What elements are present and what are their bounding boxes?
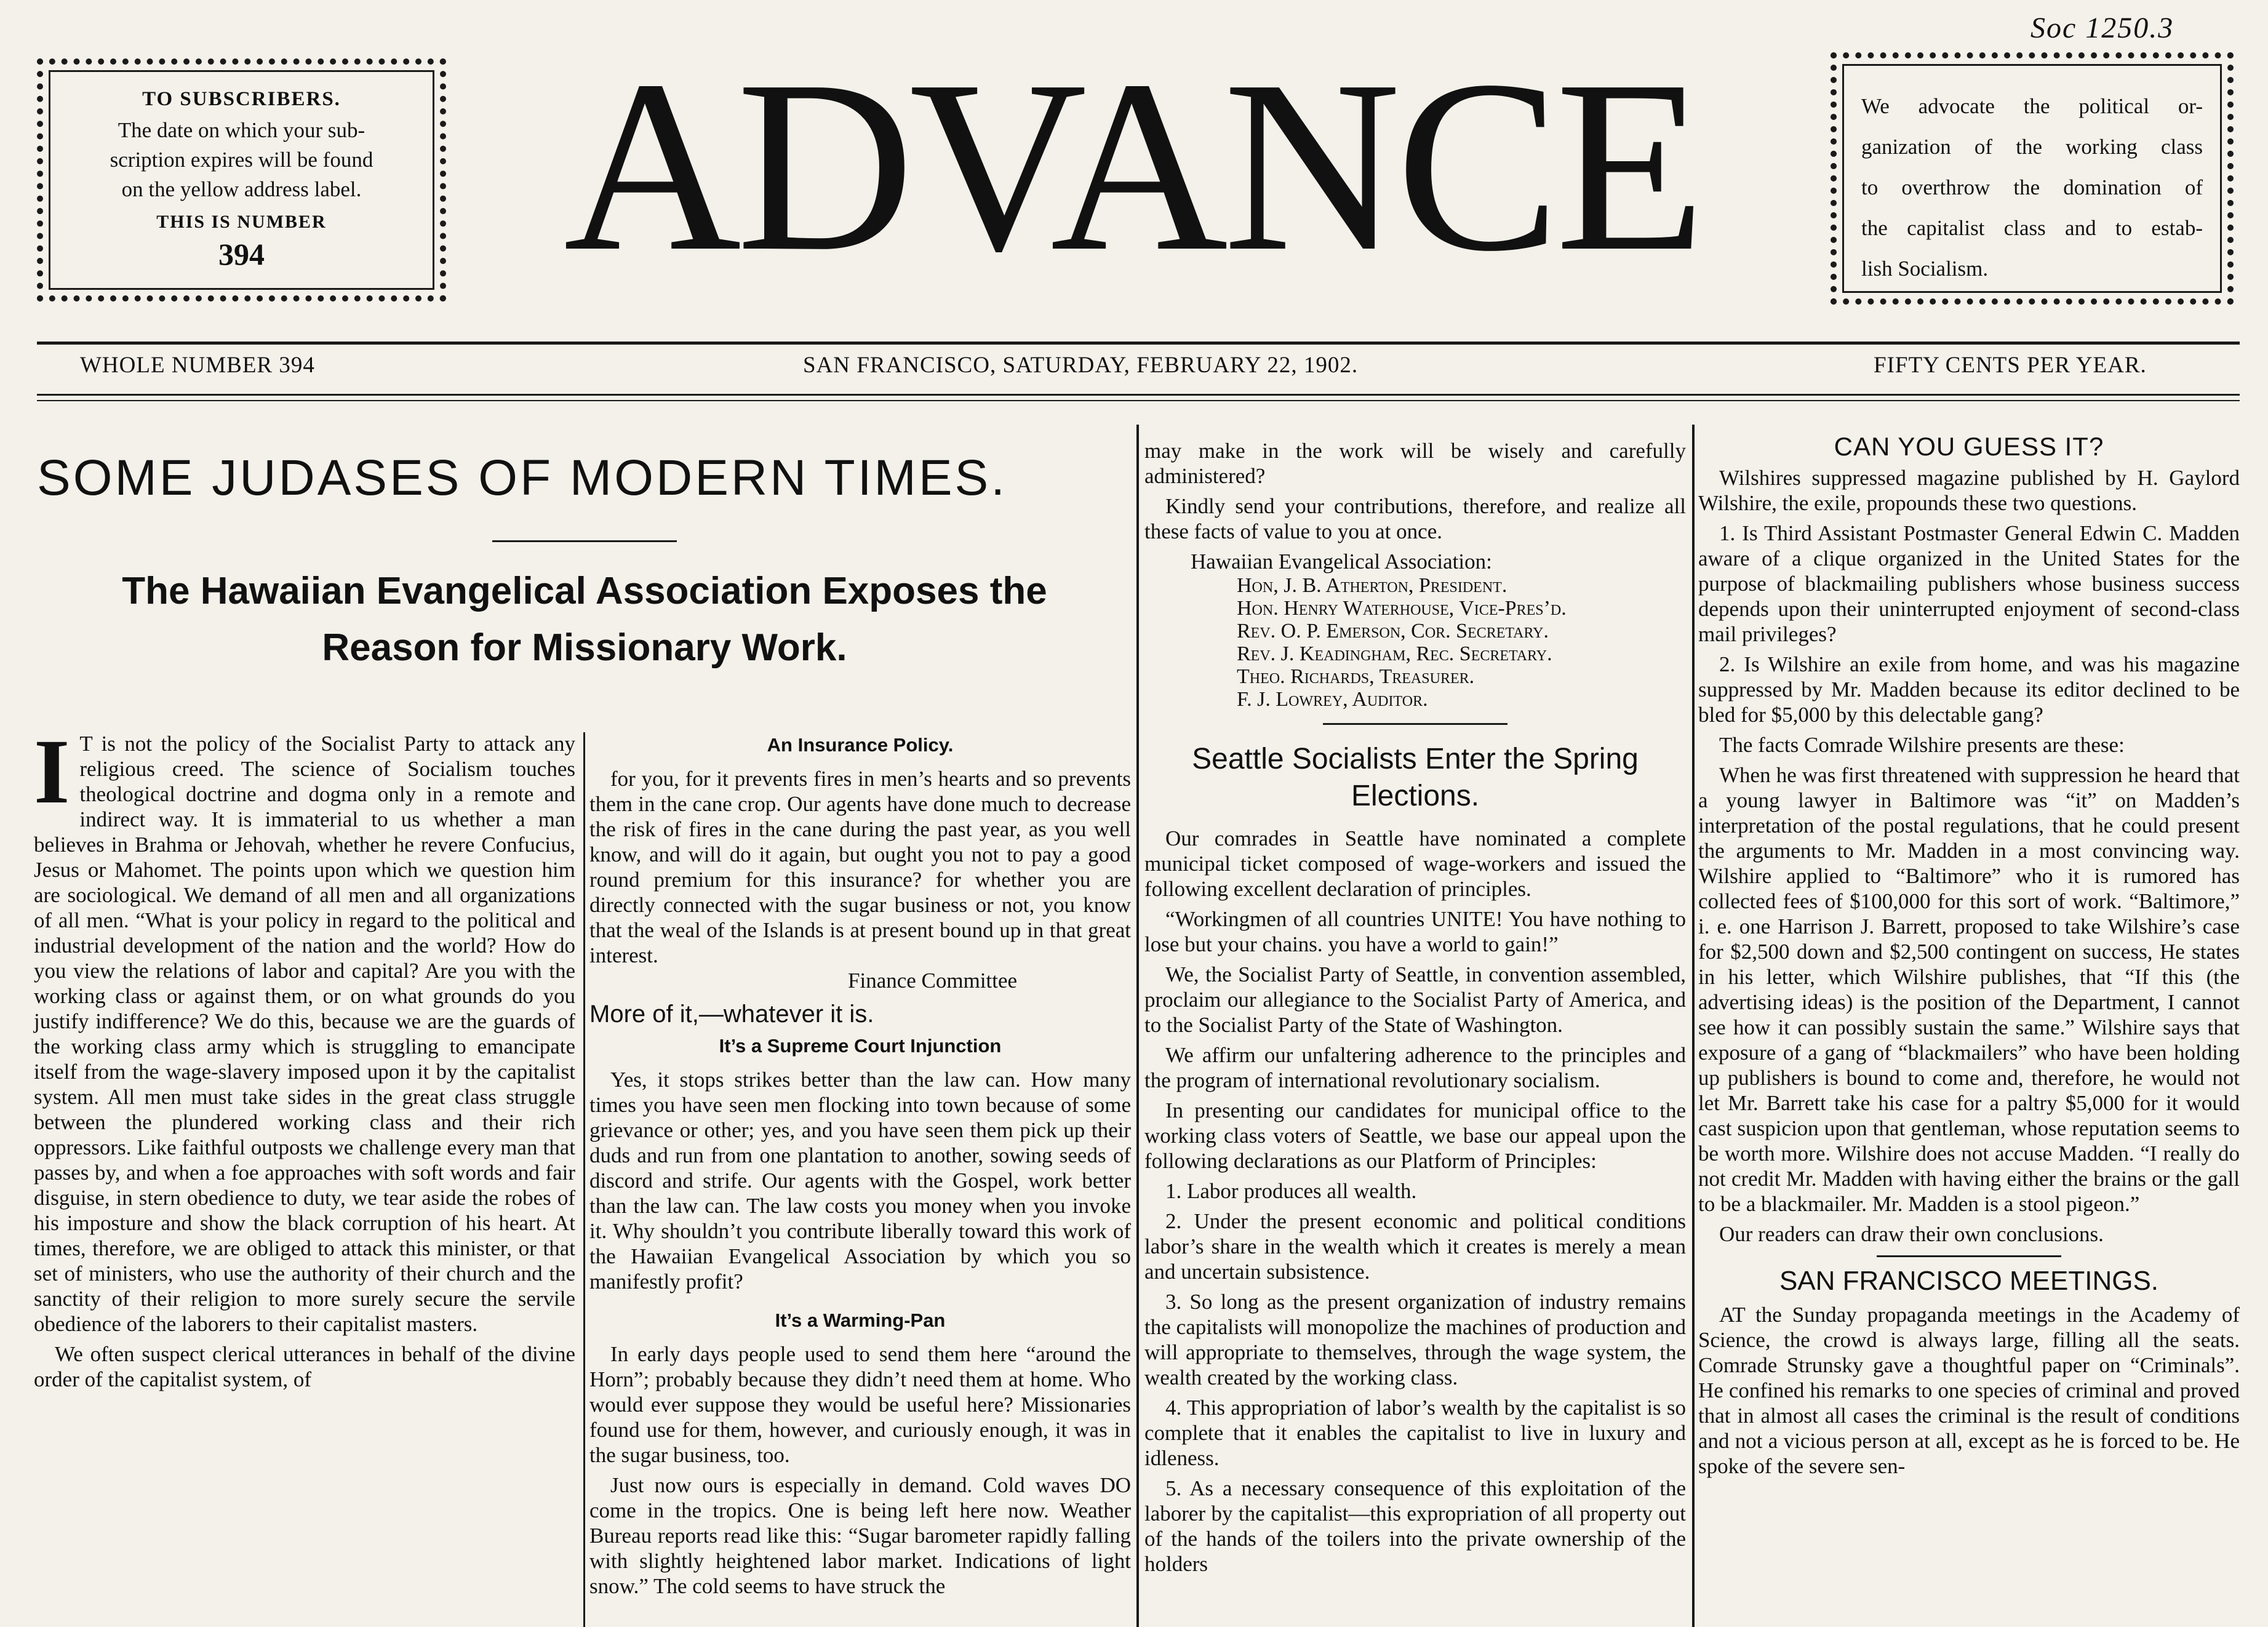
sf-meetings-headline: SAN FRANCISCO MEETINGS. [1779, 1266, 2159, 1296]
injunction-paragraph: Yes, it stops strikes better than the law can. How many times you have seen men flocking into town because of some grievance or other; yes, and you have seen them pick up their duds and run from one plantation to another, sowing seeds of discord and strife. Our agents with the Gospel, work better than the law can. The law costs you money when you invoke it. Why shouldn’t you contribute liberally toward this work of the Hawaiian Evangelical Association by which you so manifestly profit? [589, 1068, 1131, 1293]
platform-item-5: 5. As a necessary consequence of this exploitation of the laborer by the capitalist—this expropriation of all property out of the hands of the toilers into the private ownership of the holders [1144, 1476, 1686, 1576]
advocacy-line-1: We advocate the political or- [1861, 94, 2203, 118]
officer-auditor: F. J. Lowrey, Auditor. [1237, 688, 1428, 711]
platform-item-2: 2. Under the present economic and political conditions labor’s share in the wealth which it creates is merely a mean and uncertain subsistence. [1144, 1209, 1686, 1284]
article-column-1 [34, 721, 575, 1397]
seattle-paragraph-3: We, the Socialist Party of Seattle, in convention assembled, proclaim our allegiance to the Socialist Party of America, and to the Socialist Party of the State of Washington. [1144, 962, 1686, 1037]
injunction-heading: It’s a Supreme Court Injunction [719, 1035, 1002, 1057]
column-rule-1 [583, 732, 585, 1627]
seattle-paragraph-4: We affirm our unfaltering adherence to the principles and the program of international revolutionary socialism. [1144, 1043, 1686, 1092]
officer-rec-secretary: Rev. J. Keadingham, Rec. Secretary. [1237, 642, 1552, 665]
seattle-paragraph-1: Our comrades in Seattle have nominated a complete municipal ticket composed of wage-workers and issued the following excellent declaration of principles. [1144, 826, 1686, 901]
article-column-3 [1144, 438, 1686, 1581]
dateline-rule-bottom-2 [37, 400, 2240, 401]
dateline-place-date: SAN FRANCISCO, SATURDAY, FEBRUARY 22, 1902. [803, 353, 1359, 378]
column-rule-2 [1136, 425, 1139, 1627]
masthead-title: ADVANCE [564, 30, 1701, 302]
platform-item-3: 3. So long as the present organization of industry remains the capitalists will monopolize the machines of production and will appropriate to themselves, through the wage system, the wealth created by the working class. [1144, 1290, 1686, 1389]
officer-treasurer: Theo. Richards, Treasurer. [1237, 665, 1475, 688]
sf-meetings-paragraph-1: AT the Sunday propaganda meetings in the Academy of Science, the crowd is always large, filling all the seats. Comrade Strunsky gave a thoughtful paper on “Criminals”. He confined his remarks to one species of criminal and proved that in almost all cases the criminal is the result of conditions and not a vicious person at all, except as he is forced to be. He spoke of the severe sen- [1698, 1303, 2240, 1478]
insurance-policy-paragraph: for you, for it prevents fires in men’s hearts and so prevents them in the cane crop. Our agents have done much to decrease the risk of fires in the cane during the past year, as you well know, and will do it again, but ought you not to pay a good round premium for this insurance? for whether you are directly connected with the sugar business or not, you know that the weal of the Islands is at present bound up in that great interest. [589, 767, 1131, 967]
article-paragraph-2: We often suspect clerical utterances in behalf of the divine order of the capitalist system, of [34, 1342, 575, 1391]
advocacy-box [1831, 52, 2234, 305]
seattle-headline: Seattle Socialists Enter the Spring Elections. [1192, 743, 1639, 812]
guess-it-paragraph-2: The facts Comrade Wilshire presents are these: [1719, 733, 2125, 757]
subscribers-box [37, 58, 446, 302]
officer-vice-president: Hon. Henry Waterhouse, Vice-Pres’d. [1237, 597, 1567, 620]
guess-it-question-1: 1. Is Third Assistant Postmaster General Edwin C. Madden aware of a clique organized in the United States for the purpose of blackmailing publishers whose business success depends upon their uninterrupted enjoyment of second-class mail privileges? [1698, 521, 2240, 646]
article-headline: SOME JUDASES OF MODERN TIMES. [37, 450, 1007, 506]
headline-divider [492, 540, 677, 542]
dateline-whole-number: WHOLE NUMBER 394 [80, 353, 315, 378]
column-rule-3 [1692, 425, 1695, 1627]
dateline-rule-bottom [37, 394, 2240, 396]
officers-divider [1323, 723, 1507, 725]
guess-it-paragraph-4: Our readers can draw their own conclusions. [1719, 1222, 2104, 1246]
advocacy-line-4: the capitalist class and to estab- [1861, 216, 2203, 240]
advocacy-line-3: to overthrow the domination of [1861, 175, 2203, 199]
guess-it-paragraph-1: Wilshires suppressed magazine published by H. Gaylord Wilshire, the exile, propounds these two questions. [1698, 466, 2240, 515]
subheadline-line-2: Reason for Missionary Work. [322, 626, 847, 669]
article-column-2 [589, 726, 1131, 1604]
officer-cor-secretary: Rev. O. P. Emerson, Cor. Secretary. [1237, 620, 1549, 642]
seattle-paragraph-5: In presenting our candidates for municipal office to the working class voters of Seattle, we base our appeal upon the following declarations as our Platform of Principles: [1144, 1098, 1686, 1173]
subheadline-line-1: The Hawaiian Evangelical Association Exposes the [122, 570, 1047, 612]
drop-cap: I [34, 721, 70, 823]
warming-pan-paragraph-2: Just now ours is especially in demand. Cold waves DO come in the tropics. One is being left here now. Weather Bureau reports read like this: “Sugar barometer rapidly falling with slightly heightened labor market. Indications of light snow.” The cold seems to have struck the [589, 1473, 1131, 1598]
warming-pan-heading: It’s a Warming-Pan [775, 1309, 946, 1331]
guess-it-question-2: 2. Is Wilshire an exile from home, and was his magazine suppressed by Mr. Madden because its editor declined to be bled for $5,000 by this delectable gang? [1698, 652, 2240, 727]
more-of-it-heading: More of it,—whatever it is. [589, 1001, 874, 1028]
officers-list [1144, 574, 1686, 711]
subscribers-line-2: scription expires will be found [110, 148, 373, 172]
article-paragraph-1: T is not the policy of the Socialist Party to attack any religious creed. The science of Socialism touches theological doctrine and dogma only in a remote and indirect way. It is immaterial to us whether a man believes in Brahma or Jehovah, whether he revere Confucius, Jesus or Mahomet. The points upon which we question him are sociological. We demand of all men and all organizations of all men. “What is your policy in regard to the political and industrial development of the nation and the world? How do you view the relations of labor and capital? Are you with the working class or against them, or on what grounds do you justify indifference? We do this, because we are the guards of the working class army which is struggling to emancipate itself from the wage-slavery imposed upon it by the capitalist system. All men must take sides in the great class struggle between the plundered working class and their rich oppressors. Like faithful outposts we challenge every man that passes by, and when a foe approaches with soft words and fair disguise, in stern obedience to duty, we tear aside the robes of his imposture and show the black corruption of his heart. At times, therefore, we are obliged to attack this minister, or that set of ministers, who use the authority of their church and the sanctity of their religion to more surely secure the servile obedience of the laborers to their capitalist masters. [34, 732, 575, 1336]
subscribers-line-3: on the yellow address label. [121, 177, 362, 201]
catalog-note: Soc 1250.3 [2030, 12, 2174, 44]
continuation-paragraph-1: may make in the work will be wisely and carefully administered? [1144, 439, 1686, 488]
subscribers-line-1: The date on which your sub- [118, 118, 365, 142]
continuation-paragraph-2: Kindly send your contributions, therefore, and realize all these facts of value to you at once. [1144, 494, 1686, 543]
advocacy-line-2: ganization of the working class [1861, 135, 2203, 159]
association-name: Hawaiian Evangelical Association: [1191, 550, 1492, 574]
platform-item-4: 4. This appropriation of labor’s wealth by the capitalist is so complete that it enables the capitalist to live in luxury and idleness. [1144, 1396, 1686, 1470]
article-column-4 [1698, 434, 2240, 1484]
insurance-policy-heading: An Insurance Policy. [767, 734, 954, 756]
guess-it-headline: CAN YOU GUESS IT? [1834, 432, 2104, 461]
article-subheadline [49, 563, 1120, 676]
advocacy-line-5: lish Socialism. [1861, 257, 1989, 281]
subscribers-title: TO SUBSCRIBERS. [142, 88, 341, 110]
officer-president: Hon, J. B. Atherton, President. [1237, 574, 1507, 597]
guess-it-divider [1877, 1255, 2061, 1257]
seattle-paragraph-2: “Workingmen of all countries UNITE! You have nothing to lose but your chains. you have a world to gain!” [1144, 907, 1686, 956]
dateline-price: FIFTY CENTS PER YEAR. [1874, 353, 2147, 378]
warming-pan-paragraph-1: In early days people used to send them here “around the Horn”; probably because they didn’t need them at home. Who would ever suppose they would be useful here? Missionaries found use for them, however, and curiously enough, it was in the sugar business, too. [589, 1342, 1131, 1467]
finance-committee-signature: Finance Committee [848, 969, 1018, 993]
guess-it-paragraph-3: When he was first threatened with suppression he heard that a young lawyer in Baltimore was “it” on Madden’s interpretation of the postal regulations, that he could present the arguments to Mr. Madden in a most convincing way. Wilshire applied to “Baltimore” who it is rumored has collected fees of $100,000 for this sort of work. “Baltimore,” i. e. one Harrison J. Barrett, proposed to take Wilshire’s case for $2,500 down and $2,500 contingent on success, He states in his letter, which Wilshire publishes, that “If this (the advertising ideas) is the position of the Department, I cannot see how it can possibly sustain the same.” Wilshire says that exposure of a gang of “blackmailers” who have been holding up publishers is bound to come and, therefore, he would not let Mr. Barrett take his case for a paltry $5,000 for it would cast suspicion upon that gentleman, whose reputation seems to be worth more. Wilshire does not accuse Madden. “I really do not credit Mr. Madden with having either the brains or the gall to be a blackmailer. Mr. Madden is a stool pigeon.” [1698, 763, 2240, 1216]
issue-number: 394 [218, 237, 265, 271]
number-label: THIS IS NUMBER [156, 212, 327, 232]
dateline-rule-top [37, 342, 2240, 345]
platform-item-1: 1. Labor produces all wealth. [1165, 1179, 1417, 1203]
